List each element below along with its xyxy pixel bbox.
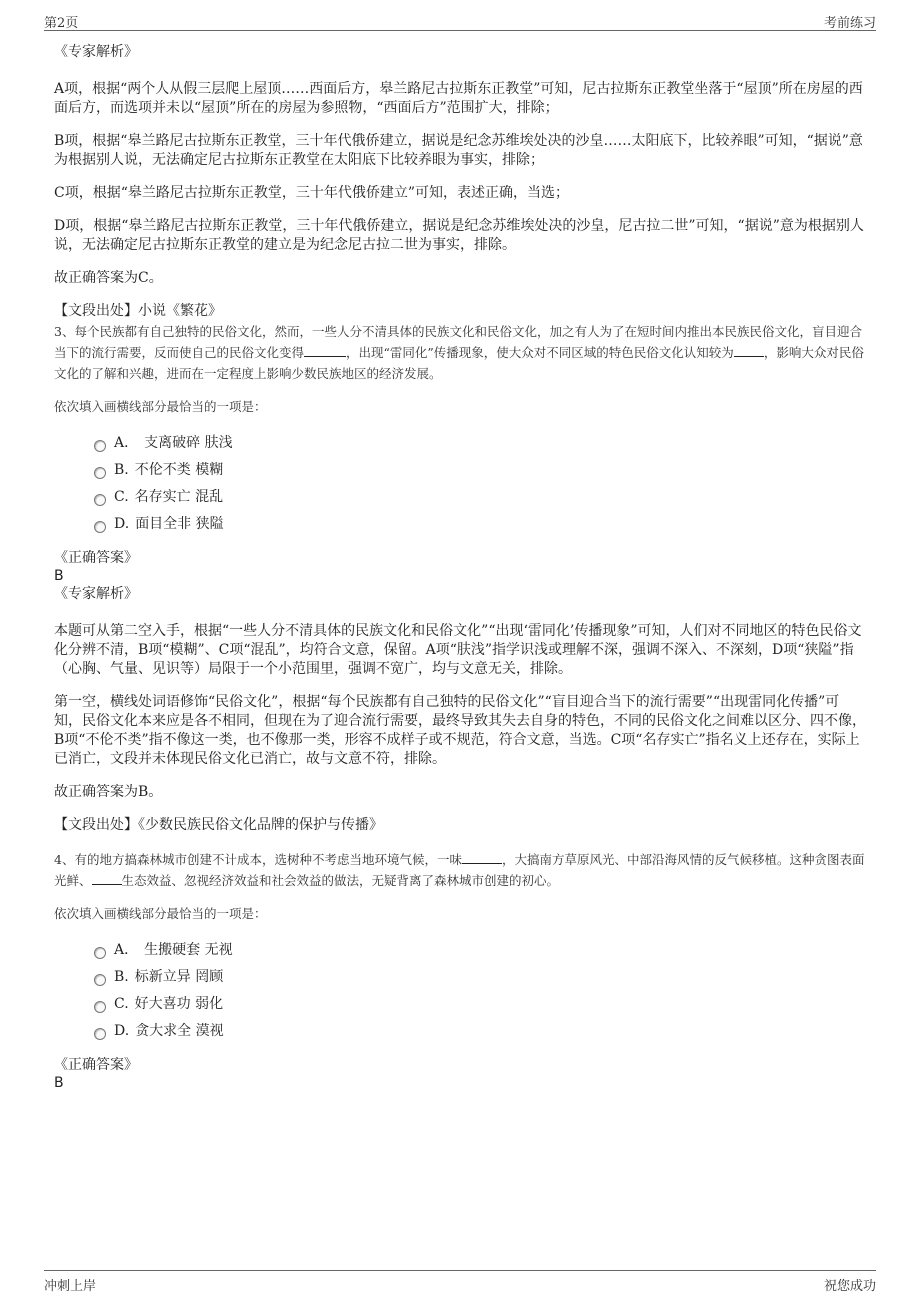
q4-stem-part3: 生态效益、忽视经济效益和社会效益的做法，无疑背离了森林城市创建的初心。 [121,873,560,888]
q2-analysis-a: A项，根据“两个人从假三层爬上屋顶……西面后方，皋兰路尼古拉斯东正教堂”可知，尼古拉斯东正教堂坐落于“屋顶”所在房屋的西面后方，而选项并未以“屋顶”所在的房屋为参照物，“西面后方”范围扩大，排除； [54,81,863,116]
radio-icon[interactable] [94,467,106,479]
q3-analysis-2: 第一空，横线处词语修饰“民俗文化”，根据“每个民族都有自己独特的民俗文化”“盲目迎合当下的流行需要”“出现雷同化传播”可知，民俗文化本来应是各不相同，但现在为了迎合流行需要，最终导致其失去自身的特色，不同的民俗文化之间难以区分、四不像，B项“不伦不类”指不像这一类，也不像那一类，形容不成样子或不规范，符合文意，当选。C项“名存实亡”指名义上还存在，实际上已消亡，文段并未体现民俗文化已消亡，故与文意不符，排除。 [54,694,866,767]
q2-analysis-d: D项，根据“皋兰路尼古拉斯东正教堂，三十年代俄侨建立，据说是纪念苏维埃处决的沙皇，尼古拉二世”可知，“据说”意为根据别人说，无法确定尼古拉斯东正教堂的建立是为纪念尼古拉二世为事实，排除。 [54,218,864,253]
q3-answer-title: 《正确答案》 [54,550,138,566]
q2-conclusion: 故正确答案为C。 [54,270,163,286]
q3-stem-part2: ，出现“雷同化”传播现象，使大众对不同区域的特色民俗文化认知较为 [346,345,734,360]
q4-stem [54,849,866,891]
q3-options [94,430,866,538]
radio-icon[interactable] [94,974,106,986]
q4-answer-title: 《正确答案》 [54,1057,138,1073]
q3-option-b[interactable]: B. 不伦不类 模糊 [94,457,866,484]
radio-icon[interactable] [94,947,106,959]
q3-stem [54,321,866,384]
page-header [44,10,876,31]
q4-stem-part2: ，大搞南方草原风光、中部沿海风情的反气候移植。这种贪图表面光鲜、 [54,852,865,888]
q3-option-c[interactable]: C. 名存实亡 混乱 [94,484,866,511]
radio-icon[interactable] [94,494,106,506]
q2-analysis-b: B项，根据“皋兰路尼古拉斯东正教堂，三十年代俄侨建立，据说是纪念苏维埃处决的沙皇……太阳底下，比较养眼”可知，“据说”意为根据别人说，无法确定尼古拉斯东正教堂在太阳底下比较养眼为事实，排除； [54,133,863,168]
page-footer [44,1270,876,1293]
q4-instruction: 依次填入画横线部分最恰当的一项是： [54,906,267,921]
q3-stem-part3: ，影响大众对民俗文化的了解和兴趣，进而在一定程度上影响少数民族地区的经济发展。 [54,345,864,381]
q2-analysis-title: 《专家解析》 [54,44,138,60]
q4-blank-1 [462,849,502,864]
q2-analysis-c: C项，根据“皋兰路尼古拉斯东正教堂，三十年代俄侨建立”可知，表述正确，当选； [54,185,570,201]
radio-icon[interactable] [94,1001,106,1013]
q3-stem-part1: 3、每个民族都有自己独特的民俗文化，然而，一些人分不清具体的民族文化和民俗文化，加之有人为了在短时间内推出本民族民俗文化，盲目迎合当下的流行需要，反而使自己的民俗文化变得 [54,324,862,360]
q3-blank-1 [304,342,346,357]
q4-option-d[interactable]: D. 贪大求全 漠视 [94,1018,866,1045]
q3-analysis-1: 本题可从第二空入手，根据“一些人分不清具体的民族文化和民俗文化”“出现‘雷同化’传播现象”可知，人们对不同地区的特色民俗文化分辨不清，B项“模糊”、C项“混乱”，均符合文意，保留。A项“肤浅”指学识浅或理解不深，强调不深入、不深刻，D项“狭隘”指（心胸、气量、见识等）局限于一个小范围里，强调不宽广，均与文意无关，排除。 [54,623,862,677]
q4-option-c[interactable]: C. 好大喜功 弱化 [94,991,866,1018]
footer-right: 祝您成功 [823,1279,876,1294]
q3-blank-2 [734,342,764,357]
q4-stem-part1: 4、有的地方搞森林城市创建不计成本，选树种不考虑当地环境气候，一味 [54,852,462,867]
q3-instruction: 依次填入画横线部分最恰当的一项是： [54,399,267,414]
radio-icon[interactable] [94,521,106,533]
q3-source: 【文段出处】《少数民族民俗文化品牌的保护与传播》 [54,817,383,833]
q3-conclusion: 故正确答案为B。 [54,784,163,800]
q2-source: 【文段出处】小说《繁花》 [54,303,222,319]
footer-left: 冲刺上岸 [44,1279,97,1294]
header-label: 考前练习 [823,16,876,31]
q4-option-a[interactable]: A． 生搬硬套 无视 [94,937,866,964]
document-body [54,42,866,1091]
q3-option-a[interactable]: A． 支离破碎 肤浅 [94,430,866,457]
radio-icon[interactable] [94,440,106,452]
q4-blank-2 [92,870,122,885]
radio-icon[interactable] [94,1028,106,1040]
q4-option-b[interactable]: B. 标新立异 罔顾 [94,964,866,991]
q3-analysis-title: 《专家解析》 [54,586,138,602]
q3-answer: B [54,568,64,584]
q4-options [94,937,866,1045]
q3-option-d[interactable]: D. 面目全非 狭隘 [94,511,866,538]
q4-answer: B [54,1075,64,1091]
page-number: 第2页 [44,16,79,31]
